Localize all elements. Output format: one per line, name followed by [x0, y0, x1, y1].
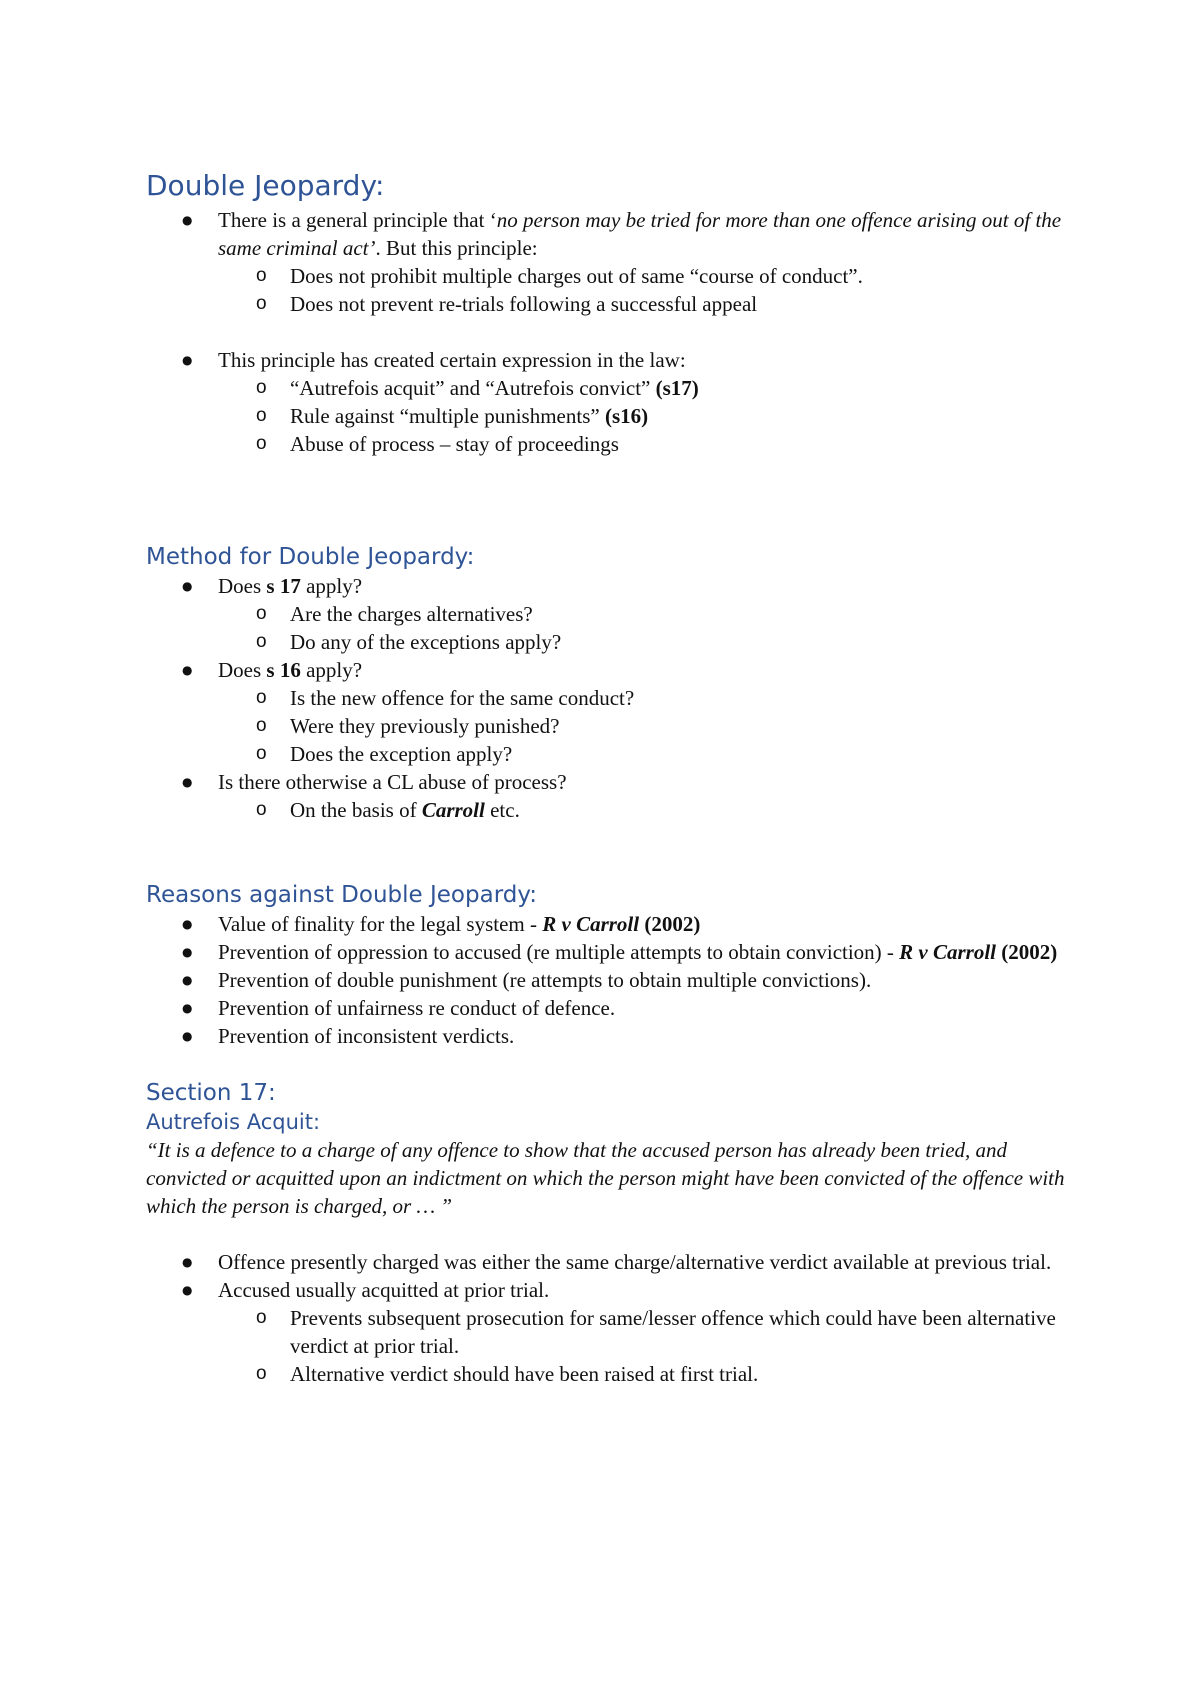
list-item: [146, 910, 1066, 938]
heading-reasons: Reasons against Double Jeopardy:: [146, 882, 538, 908]
list-item: ● Prevention of unfairness re conduct of defence.: [146, 994, 1066, 1022]
sub-list-item: o Does the exception apply?: [146, 740, 1066, 768]
document-page: [146, 168, 1066, 1388]
text: Value of finality for the legal system -: [218, 912, 543, 936]
heading-method: Method for Double Jeopardy:: [146, 544, 475, 570]
sub-list-item: [146, 796, 1066, 824]
autrefois-list: [146, 1248, 1066, 1388]
text: Does: [218, 658, 267, 682]
heading-double-jeopardy: Double Jeopardy:: [146, 169, 385, 202]
statutory-quote: “It is a defence to a charge of any offence to show that the accused person has already been tried, and convicted or acquitted upon an indictment on which the person might have been convicted of the offence with which the person is charged, or … ”: [146, 1138, 1065, 1218]
reasons-list: [146, 910, 1066, 1050]
text: Prevention of oppression to accused (re multiple attempts to obtain conviction) -: [218, 940, 900, 964]
sub-list-item: o Do any of the exceptions apply?: [146, 628, 1066, 656]
text: On the basis of: [290, 798, 422, 822]
quoted-principle: no person may be tried for more than one offence arising out of the same criminal act’: [218, 208, 1062, 260]
list-item: [146, 656, 1066, 684]
sub-list-item: o Are the charges alternatives?: [146, 600, 1066, 628]
list-item: [146, 206, 1066, 262]
list-item: [146, 572, 1066, 600]
text: “Autrefois acquit” and “Autrefois convict”: [290, 376, 656, 400]
case-name: R v Carroll: [542, 912, 640, 936]
list-item: ● Prevention of double punishment (re attempts to obtain multiple convictions).: [146, 966, 1066, 994]
list-item: ● Is there otherwise a CL abuse of process?: [146, 768, 1066, 796]
sub-list-item: [146, 374, 1066, 402]
list-item: ● This principle has created certain expression in the law:: [146, 346, 1066, 374]
expression-list: [146, 346, 1066, 458]
case-name: R v Carroll: [899, 940, 997, 964]
text: . But this principle:: [375, 236, 538, 260]
text: apply?: [300, 658, 363, 682]
sub-list-item: [146, 402, 1066, 430]
text: Rule against “multiple punishments”: [290, 404, 605, 428]
list-item: ● Accused usually acquitted at prior trial.: [146, 1276, 1066, 1304]
method-list: [146, 572, 1066, 824]
section-ref: (s16): [604, 404, 649, 428]
heading-section-17: Section 17:: [146, 1080, 276, 1106]
text: There is a general principle that ‘: [218, 208, 497, 232]
section-ref: s 17: [266, 574, 301, 598]
text: etc.: [484, 798, 520, 822]
section-ref: (s17): [655, 376, 699, 400]
sub-list-item: o Does not prohibit multiple charges out of same “course of conduct”.: [146, 262, 1066, 290]
case-year: (2002): [639, 912, 701, 936]
sub-list-item: o Is the new offence for the same conduct?: [146, 684, 1066, 712]
case-year: (2002): [996, 940, 1058, 964]
text: Does: [218, 574, 267, 598]
list-item: [146, 938, 1066, 966]
section-ref: s 16: [266, 658, 301, 682]
case-name: Carroll: [421, 798, 485, 822]
principle-list: [146, 206, 1066, 318]
text: apply?: [300, 574, 363, 598]
sub-list-item: o Abuse of process – stay of proceedings: [146, 430, 1066, 458]
sub-list-item: o Does not prevent re-trials following a successful appeal: [146, 290, 1066, 318]
list-item: ● Prevention of inconsistent verdicts.: [146, 1022, 1066, 1050]
sub-list-item: o Were they previously punished?: [146, 712, 1066, 740]
sub-list-item: o Prevents subsequent prosecution for same/lesser offence which could have been alternative verdict at prior trial.: [146, 1304, 1066, 1360]
sub-list-item: o Alternative verdict should have been raised at first trial.: [146, 1360, 1066, 1388]
heading-autrefois-acquit: Autrefois Acquit:: [146, 1110, 321, 1134]
list-item: ● Offence presently charged was either the same charge/alternative verdict available at previous trial.: [146, 1248, 1066, 1276]
